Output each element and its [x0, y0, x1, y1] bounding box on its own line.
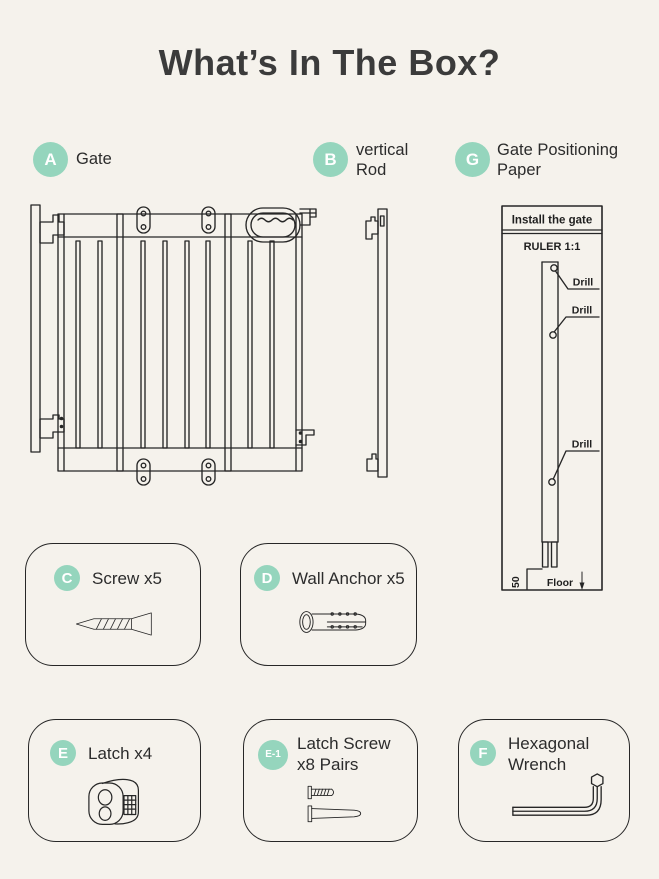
- box-latch-screw: [243, 719, 418, 842]
- label-latch-screw-line2: x8 Pairs: [297, 754, 359, 774]
- rod-bottom-bracket: [367, 454, 378, 471]
- drill-label-1: Drill: [572, 276, 594, 289]
- positioning-paper-illustration: [498, 201, 608, 593]
- label-wall-anchor: Wall Anchor x5: [292, 569, 405, 588]
- gate-wall-rail: [31, 205, 40, 452]
- paper-ruler-text: RULER 1:1: [523, 241, 581, 253]
- label-hex-wrench: [508, 734, 589, 775]
- label-gate: [76, 149, 112, 169]
- page-title: What’s In The Box?: [158, 42, 501, 83]
- box-latch: [28, 719, 201, 842]
- badge-a: A: [33, 142, 68, 177]
- rod-top-bracket: [366, 217, 378, 239]
- hex-wrench-illustration: [506, 772, 610, 823]
- paper-header-text: Install the gate: [511, 214, 593, 227]
- drill-hole-2: [550, 332, 556, 338]
- label-hex-wrench-line1: Hexagonal: [508, 734, 590, 753]
- label-screw: Screw x5: [92, 569, 162, 588]
- gate-illustration: [12, 197, 317, 492]
- label-vertical-rod-line2: Rod: [356, 161, 387, 179]
- badge-d: D: [254, 565, 280, 591]
- screw-illustration: [74, 611, 156, 637]
- label-vertical-rod-line1: vertical: [356, 141, 409, 159]
- gate-bottom-right-bracket: [296, 430, 314, 445]
- box-wall-anchor: [240, 543, 417, 666]
- gate-frame: [58, 214, 302, 471]
- drill-label-3: Drill: [571, 438, 593, 451]
- drill-hole-1: [551, 265, 557, 271]
- label-vertical-rod: [356, 140, 408, 180]
- label-hex-wrench-line2: Wrench: [508, 754, 567, 774]
- badge-c: C: [54, 565, 80, 591]
- box-screw: [25, 543, 201, 666]
- label-positioning-paper-line1: Gate Positioning: [497, 141, 619, 159]
- floor-arrow-icon: [580, 583, 585, 591]
- vertical-rod-illustration: [358, 200, 398, 485]
- label-positioning-paper: [497, 140, 618, 180]
- label-latch: Latch x4: [88, 744, 153, 763]
- badge-f: F: [470, 740, 496, 766]
- label-positioning-paper-line2: Paper: [497, 161, 542, 179]
- hex-tip: [592, 774, 603, 787]
- drill-hole-3: [549, 479, 555, 485]
- badge-g: G: [455, 142, 490, 177]
- label-gate-line1: Gate: [76, 150, 112, 168]
- latch-screw-illustration: [304, 781, 370, 827]
- gate-top-left-bracket: [40, 215, 64, 243]
- latch-illustration: [86, 774, 144, 828]
- badge-b: B: [313, 142, 348, 177]
- measure-50-text: 50: [510, 576, 522, 588]
- box-hex-wrench: [458, 719, 630, 842]
- label-latch-screw-line1: Latch Screw: [297, 734, 391, 753]
- drill-label-2: Drill: [571, 304, 593, 317]
- floor-text: Floor: [546, 577, 574, 589]
- badge-e1: E-1: [258, 740, 288, 770]
- label-latch-screw: [297, 734, 391, 775]
- wall-anchor-illustration: [296, 608, 374, 636]
- badge-e: E: [50, 740, 76, 766]
